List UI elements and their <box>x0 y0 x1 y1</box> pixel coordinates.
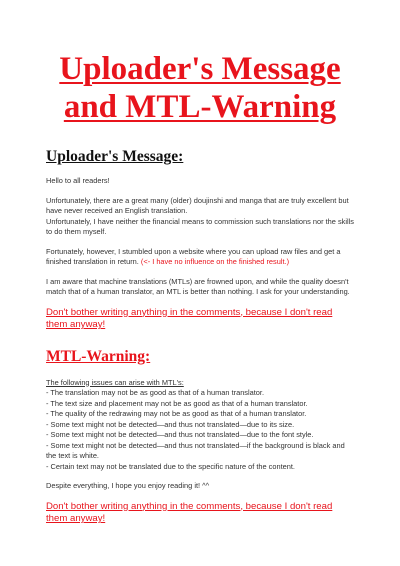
page-title <box>46 0 354 126</box>
issue-item: - The quality of the redrawing may not be as good as that of a human translator. <box>46 409 307 418</box>
paragraph-3-main: Fortunately, however, I stumbled upon a website where you can upload raw files and get a finished translation in return. <box>46 246 341 266</box>
paragraph-2: Unfortunately, I have neither the financial means to commission such translations nor the skills to do them myself. <box>46 216 354 236</box>
title-line-1: Uploader's Message <box>59 51 341 87</box>
issues-list <box>46 388 354 472</box>
comments-warning-2: Don't bother writing anything in the comments, because I don't read them anyway! <box>46 500 333 524</box>
issue-item: - The text size and placement may not be as good as that of a human translator. <box>46 398 308 408</box>
issue-item: - The translation may not be as good as that of a human translator. <box>46 388 265 397</box>
comments-warning-1: Don't bother writing anything in the comments, because I don't read them anyway! <box>46 306 333 330</box>
greeting-text: Hello to all readers! <box>46 176 110 185</box>
paragraph-4: I am aware that machine translations (MTLs) are frowned upon, and while the quality doesn't match that of a human translator, an MTL is better than nothing. I ask for your understanding. <box>46 276 350 296</box>
title-line-2: and MTL-Warning <box>63 89 337 125</box>
issue-item: - Some text might not be detected—and thus not translated—due to its size. <box>46 419 295 429</box>
paragraph-1: Unfortunately, there are a great many (older) doujinshi and manga that are truly excellent but have never received an English translation. <box>46 195 349 215</box>
issue-item: - Certain text may not be translated due to the specific nature of the content. <box>46 461 295 471</box>
mtl-section <box>46 348 354 526</box>
closing-text: Despite everything, I hope you enjoy reading it! ^^ <box>46 481 210 490</box>
uploader-heading: Uploader's Message: <box>46 148 184 165</box>
mtl-heading: MTL-Warning: <box>46 347 151 365</box>
uploader-section <box>46 148 354 332</box>
issues-intro: The following issues can arise with MTL's: <box>46 377 184 387</box>
paragraph-3-note: (<- I have no influence on the finished result.) <box>140 257 290 266</box>
issue-item: - Some text might not be detected—and thus not translated—if the background is black and the text is white. <box>46 440 345 460</box>
paragraph-3 <box>46 247 354 268</box>
issue-item: - Some text might not be detected—and thus not translated—due to the font style. <box>46 430 314 439</box>
